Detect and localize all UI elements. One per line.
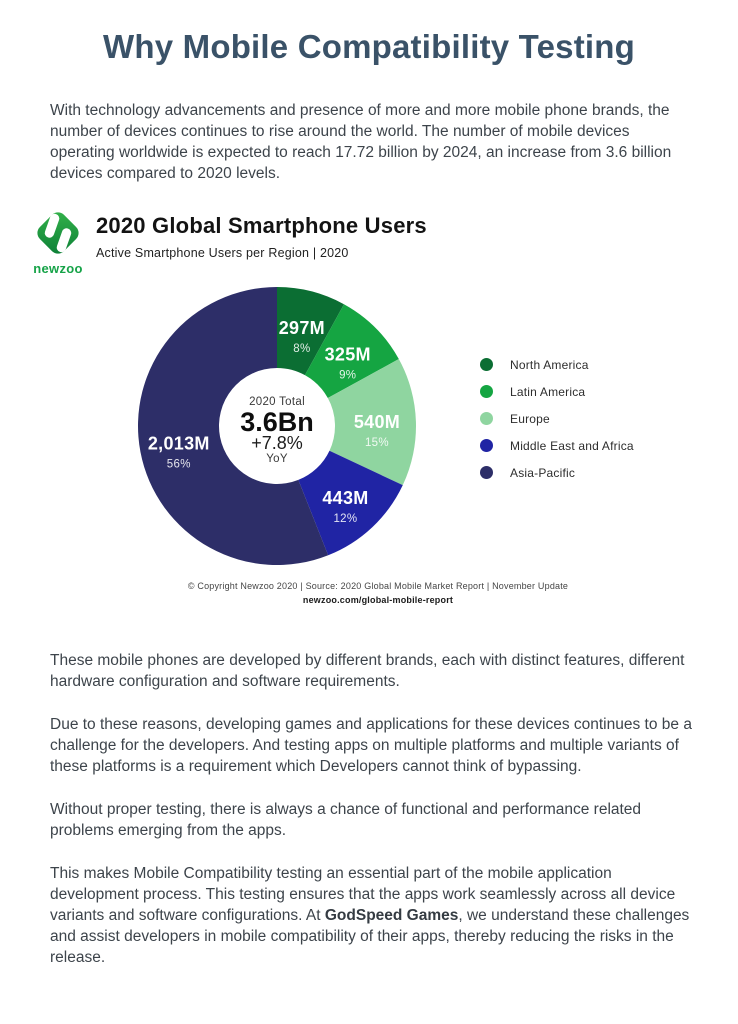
slice-value-north-america: 297M (278, 318, 325, 339)
legend-label-middle-east-and-africa: Middle East and Africa (510, 438, 634, 453)
chart-subtitle: Active Smartphone Users per Region | 2020 (96, 246, 349, 260)
legend-dot-latin-america (480, 385, 493, 398)
newzoo-diamond-icon (29, 206, 87, 260)
legend-dot-europe (480, 412, 493, 425)
slice-pct-north-america: 8% (293, 343, 311, 356)
intro-paragraph: With technology advancements and presence of more and more mobile phone brands, the number of devices continues to rise around the world. The number of mobile devices operating worldwide is expected to reach 17.72 billion by 2024, an increase from 3.6 billion devices compared to 2020 levels. (50, 102, 672, 182)
page-title: Why Mobile Compatibility Testing (103, 28, 635, 65)
newzoo-logo (28, 206, 88, 276)
slice-value-latin-america: 325M (324, 344, 371, 365)
chart-titles (96, 206, 427, 260)
slice-pct-asia-pacific: 56% (166, 458, 191, 471)
slice-value-asia-pacific: 2,013M (147, 433, 210, 454)
legend-dot-north-america (480, 358, 493, 371)
legend-item-latin-america (480, 385, 634, 398)
legend-item-middle-east-and-africa (480, 439, 634, 452)
legend-item-europe (480, 412, 634, 425)
article-paragraph-2: Due to these reasons, developing games and applications for these devices continues to be a challenge for the developers. And testing apps on multiple platforms and multiple variants of these platforms is a requirement which Developers cannot think of bypassing. (50, 716, 692, 775)
chart-source-url: newzoo.com/global-mobile-report (302, 595, 454, 605)
slice-pct-latin-america: 9% (339, 369, 357, 382)
legend-label-asia-pacific: Asia-Pacific (510, 465, 576, 480)
donut-center-total-value: 3.6Bn (240, 407, 314, 437)
legend-dot-asia-pacific (480, 466, 493, 479)
slice-value-europe: 540M (353, 411, 401, 432)
slice-pct-middle-east-and-africa: 12% (333, 512, 358, 525)
article-page (0, 28, 738, 968)
smartphone-users-chart-card (0, 206, 738, 605)
slice-pct-europe: 15% (364, 436, 389, 449)
legend-label-north-america: North America (510, 357, 589, 372)
chart-header (28, 206, 738, 276)
article-paragraph-4 (50, 863, 692, 968)
legend-label-europe: Europe (510, 411, 550, 426)
legend-dot-middle-east-and-africa (480, 439, 493, 452)
chart-legend (480, 358, 634, 493)
donut-center-total-label: 2020 Total (249, 396, 305, 408)
paragraph-4-text-after: , we understand these challenges and assist developers in mobile compatibility of their apps, thereby reducing the risks in the release. (50, 907, 690, 966)
godspeed-games-bold: GodSpeed Games (324, 907, 459, 924)
paragraph-4-text-before: This makes Mobile Compatibility testing an essential part of the mobile application development process. This testing ensures that the apps work seamlessly across all device variants and software configurations. At (50, 865, 676, 924)
donut-center-growth-period: YoY (266, 453, 288, 465)
legend-label-latin-america: Latin America (510, 384, 586, 399)
article-paragraph-3: Without proper testing, there is always a chance of functional and performance related problems emerging from the apps. (50, 801, 642, 839)
newzoo-wordmark: newzoo (33, 261, 83, 276)
legend-item-north-america (480, 358, 634, 371)
chart-footer (28, 581, 728, 605)
article-paragraph-1: These mobile phones are developed by different brands, each with distinct features, different hardware configuration and software requirements. (50, 652, 685, 690)
slice-value-middle-east-and-africa: 443M (322, 487, 369, 508)
donut-chart (137, 286, 417, 566)
donut-center-growth: +7.8% (251, 433, 303, 453)
legend-item-asia-pacific (480, 466, 634, 479)
chart-title: 2020 Global Smartphone Users (96, 213, 427, 238)
chart-body (28, 286, 738, 568)
chart-copyright: © Copyright Newzoo 2020 | Source: 2020 Global Mobile Market Report | November Update (187, 581, 569, 591)
